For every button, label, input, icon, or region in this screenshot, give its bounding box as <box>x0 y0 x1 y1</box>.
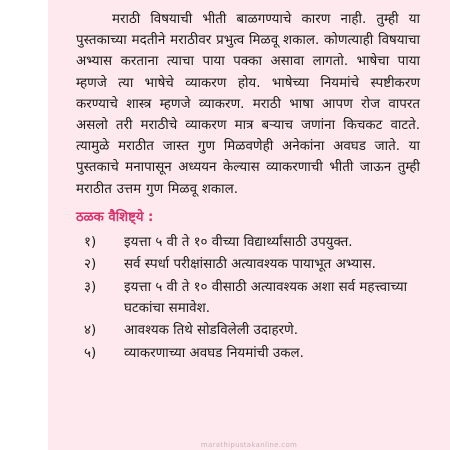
feature-number: ५) <box>84 345 97 361</box>
feature-text: इयत्ता ५ वी ते १० वीच्या विद्यार्थ्यांसाठी उपयुक्त. <box>124 234 353 250</box>
feature-item-5 <box>76 343 420 364</box>
feature-text: आवश्यक तिथे सोडविलेली उदाहरणे. <box>124 323 298 339</box>
feature-number: ३) <box>84 279 97 295</box>
feature-number: ४) <box>84 323 97 339</box>
feature-number: २) <box>84 257 97 273</box>
features-list <box>76 232 420 364</box>
feature-text: इयत्ता ५ वी ते १० वीसाठी अत्यावश्यक अशा सर्व महत्त्वाच्या घटकांचा समावेश. <box>124 279 408 317</box>
watermark-text: marathipustakanline.com <box>200 441 298 449</box>
feature-text: व्याकरणाच्या अवघड नियमांची उकल. <box>124 345 304 361</box>
feature-text: सर्व स्पर्धा परीक्षांसाठी अत्यावश्यक पायाभूत अभ्यास. <box>124 257 376 273</box>
features-heading: ठळक वैशिष्ट्ये : <box>76 209 154 225</box>
feature-number: १) <box>84 234 97 250</box>
feature-item-4 <box>76 320 420 341</box>
feature-item-2 <box>76 254 420 275</box>
description-paragraph: मराठी विषयाची भीती बाळगण्याचे कारण नाही. तुम्ही या पुस्तकाच्या मदतीने मराठीवर प्रभुत्व मिळवू शकाल. कोणत्याही विषयाचा अभ्यास करताना त्याचा पाया पक्का असावा लागतो. भाषेचा पाया म्हणजे त्या भाषेचे व्याकरण होय. भाषेच्या नियमांचे स्पष्टीकरण करण्याचे शास्त्र म्हणजे व्याकरण. मराठी भाषा आपण रोज वापरत असलो तरी मराठीचे व्याकरण मात्र बऱ्याच जणांना किचकट वाटते. त्यामुळे मराठीत जास्त गुण मिळवणेही अनेकांना अवघड जाते. या पुस्तकाचे मनापासून अध्ययन केल्यास व्याकरणाची भीती जाऊन तुम्ही मराठीत उत्तम गुण मिळवू शकाल. <box>76 12 420 197</box>
feature-item-3 <box>76 277 420 320</box>
back-cover-panel <box>48 0 450 450</box>
feature-item-1 <box>76 232 420 253</box>
